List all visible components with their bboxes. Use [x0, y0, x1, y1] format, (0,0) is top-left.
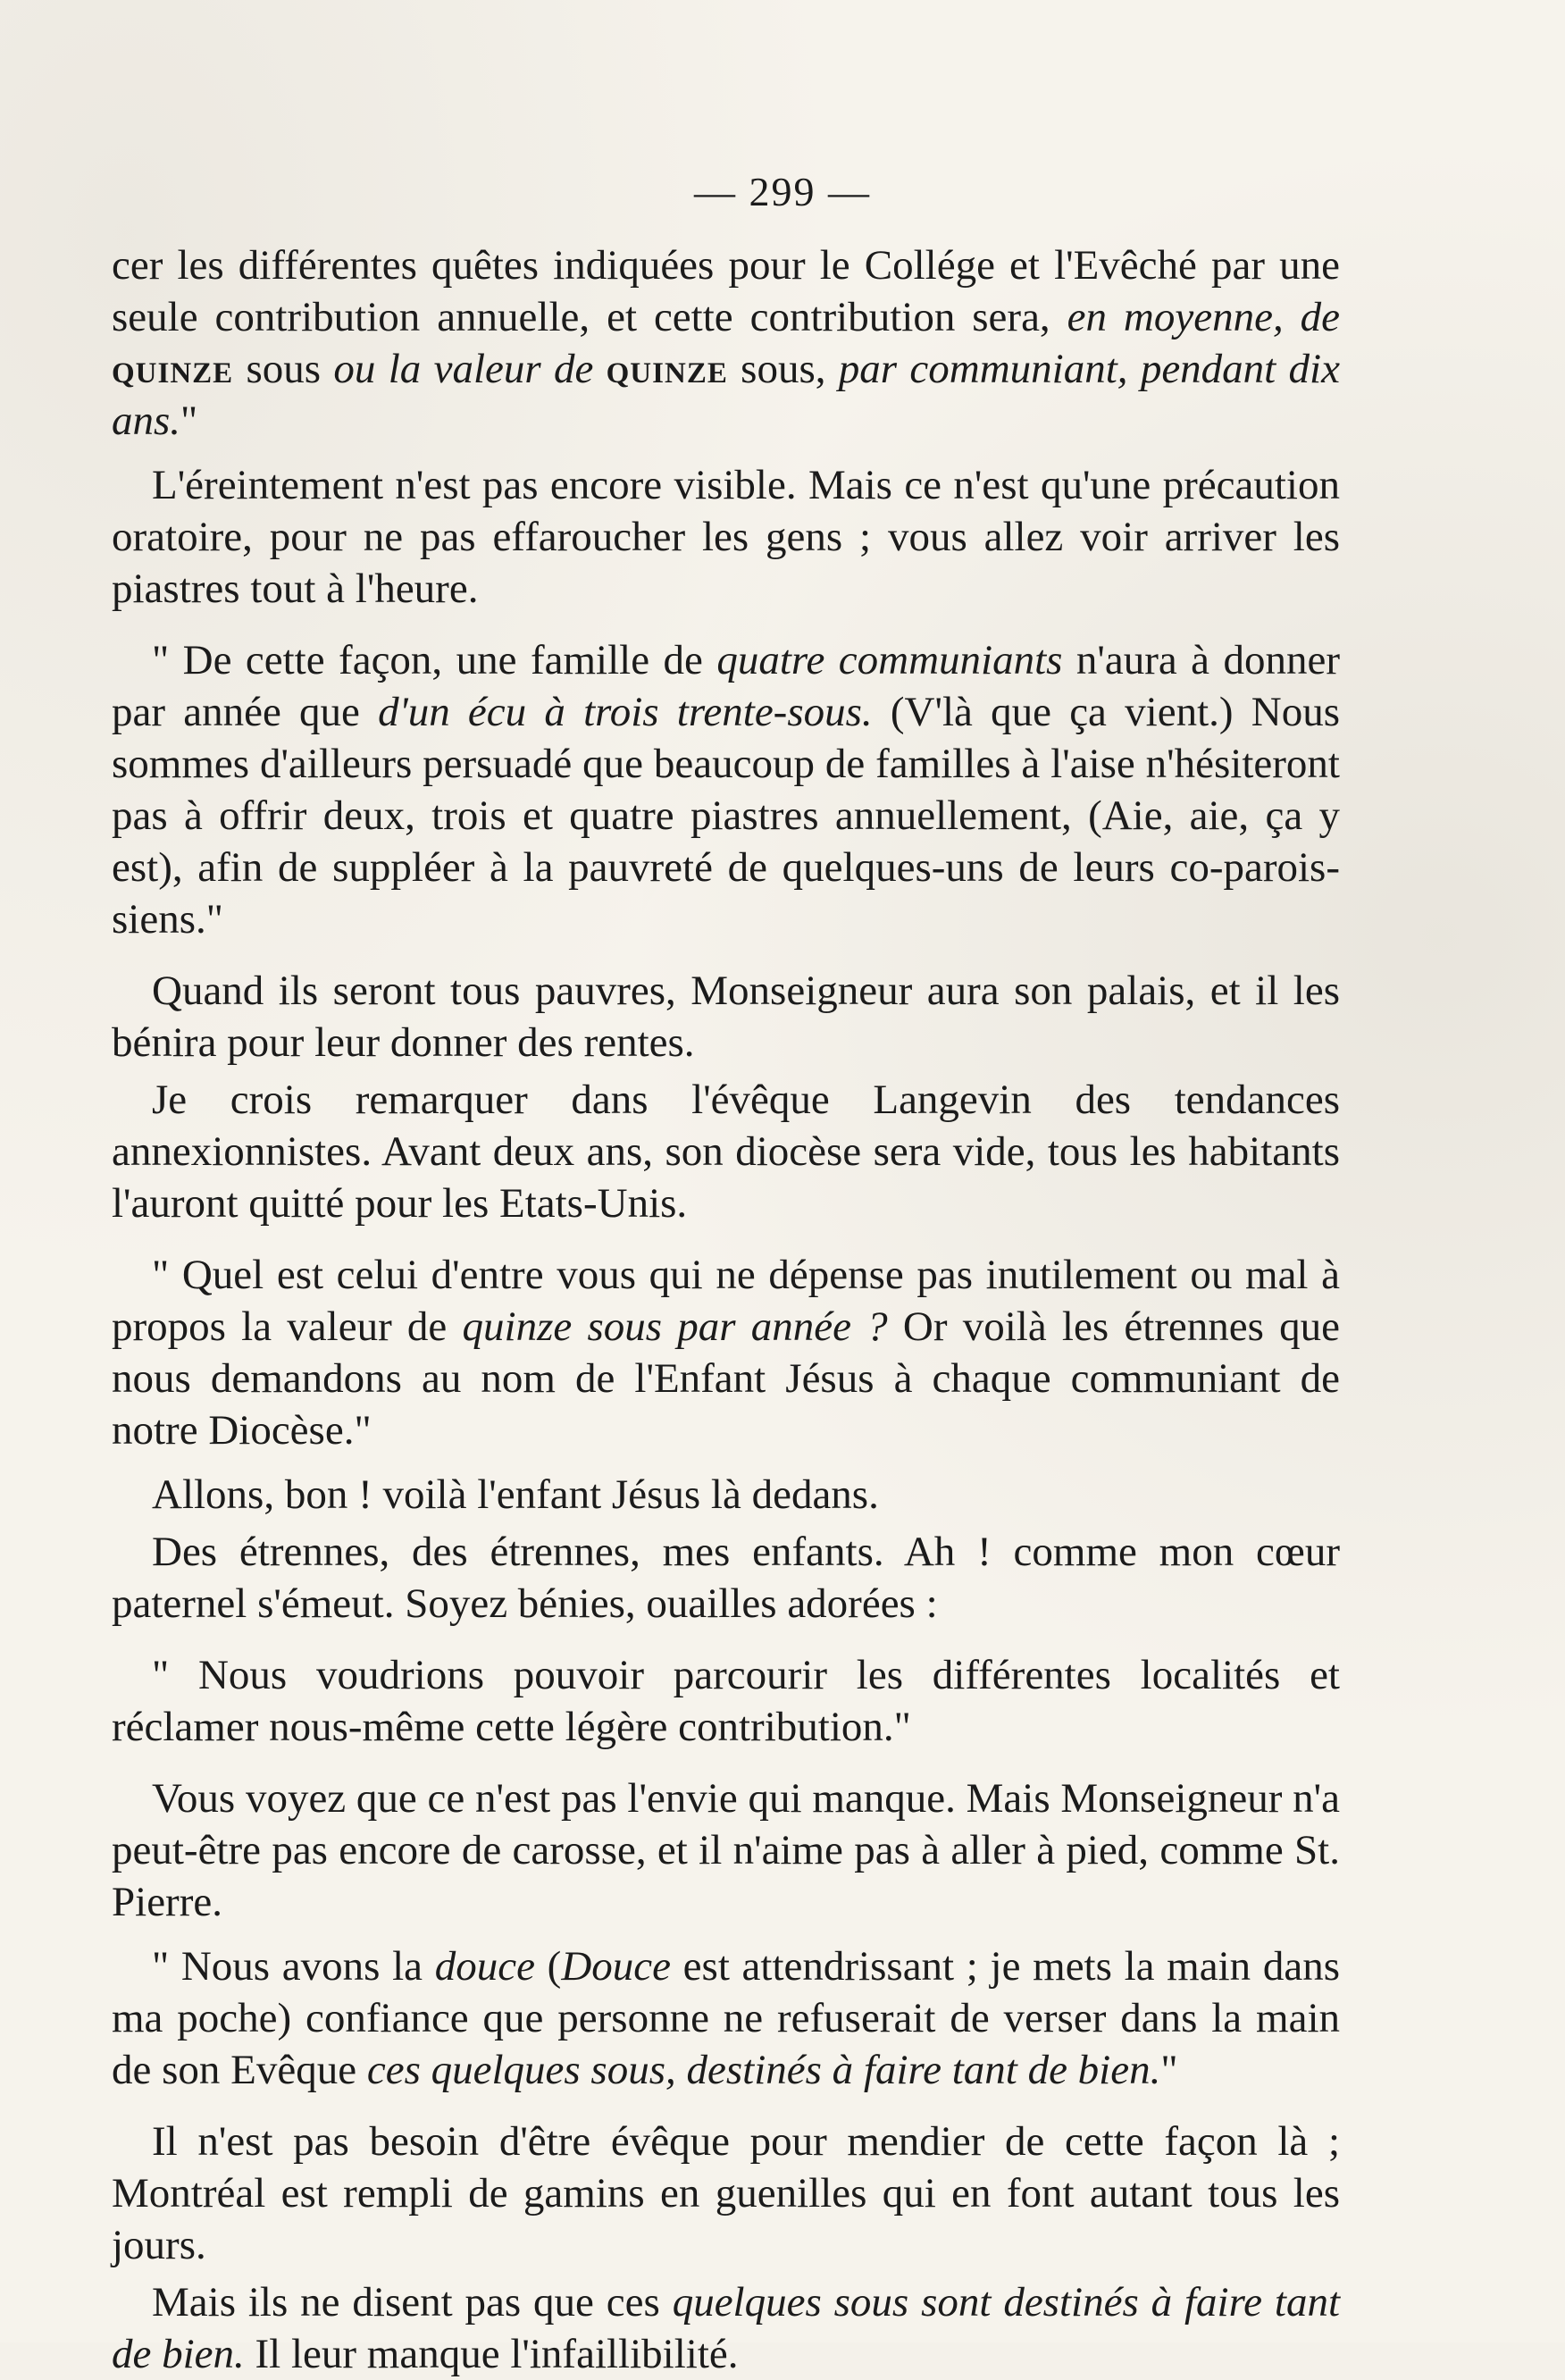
text-run: Il n'est pas besoin d'être évêque pour mendier de cette façon là ; Montréal est rempli de gamins en guenilles qui en font autant tous les jours. — [112, 2118, 1340, 2268]
text-run: Des étrennes, des étrennes, mes enfants. Ah ! comme mon cœur paternel s'émeut. Soyez bénies, ouailles adorées : — [112, 1529, 1340, 1627]
text-run: Allons, bon ! voilà l'enfant Jésus là dedans. — [152, 1471, 879, 1518]
page-number: — 299 — — [694, 169, 871, 214]
small-caps-text: quinze — [606, 346, 728, 392]
text-run: (V'là que ça vient.) Nous sommes d'ailleurs persuadé que beaucoup de familles à l'aise n'hésiteront pas à offrir deux, trois et quatre piastres annuellement, (Aie, aie, ça y est), afin de suppléer à la pauvreté de quelques-uns de leurs co-paroissiens." — [112, 689, 1340, 943]
italic-text: quelques sous sont destinés à faire tant de bien. — [112, 2279, 1340, 2377]
text-run: Mais ils ne disent pas que ces — [152, 2279, 673, 2326]
body-text — [112, 239, 1340, 2380]
paragraph — [112, 2116, 1340, 2271]
text-run: Je crois remarquer dans l'évêque Langevin des tendances annexionnistes. Avant deux ans, son diocèse sera vide, tous les habitants l'auront quitté pour les Etats-Unis. — [112, 1077, 1340, 1227]
italic-text: par communiant, pendant dix ans. — [112, 346, 1340, 444]
italic-text: ou la valeur de — [333, 346, 594, 392]
italic-text: quatre communiants — [716, 637, 1063, 683]
text-run: " Quel est celui d'entre vous qui ne dépense pas inutilement ou mal à propos la valeur de — [112, 1252, 1340, 1350]
paragraph — [112, 459, 1340, 615]
paragraph — [112, 1772, 1340, 1928]
text-run: sous — [233, 346, 334, 392]
text-run: Il leur manque l'infaillibilité. — [244, 2331, 739, 2377]
italic-text: en moyenne, de — [1067, 294, 1340, 340]
paragraph — [112, 1649, 1340, 1753]
text-run: ( — [534, 1943, 562, 1990]
italic-text: douce — [434, 1943, 535, 1990]
italic-text: quinze sous par année ? — [462, 1303, 888, 1350]
paragraph — [112, 1940, 1340, 2096]
text-run: " — [180, 398, 198, 444]
paragraph — [112, 634, 1340, 945]
italic-text: Douce — [561, 1943, 671, 1990]
text-run: L'éreintement n'est pas encore visible. Mais ce n'est qu'une précaution oratoire, pour ne pas effaroucher les gens ; vous allez voir arriver les piastres tout à l'heure. — [112, 462, 1340, 612]
text-run: " De cette façon, une famille de — [152, 637, 717, 683]
small-caps-text: quinze — [112, 346, 234, 392]
paragraph — [112, 2276, 1340, 2380]
text-run: " — [1160, 2047, 1178, 2093]
paragraph — [112, 1526, 1340, 1630]
text-run: est attendrissant ; je mets la main dans ma poche) confiance que personne ne refuserait de verser dans la main de son Evêque — [112, 1943, 1340, 2093]
paragraph — [112, 1249, 1340, 1456]
text-run: Or voilà les étrennes que nous demandons au nom de l'Enfant Jésus à chaque communiant de notre Diocèse." — [112, 1303, 1340, 1454]
text-run: Vous voyez que ce n'est pas l'envie qui manque. Mais Monseigneur n'a peut-être pas encore de carosse, et il n'aime pas à aller à pied, comme St. Pierre. — [112, 1775, 1340, 1925]
paragraph — [112, 965, 1340, 1068]
text-run: sous, — [727, 346, 839, 392]
text-run — [593, 346, 606, 392]
italic-text: d'un écu à trois trente-sous. — [378, 689, 873, 735]
text-run: Quand ils seront tous pauvres, Monseigneur aura son palais, et il les bénira pour leur donner des rentes. — [112, 968, 1340, 1066]
paragraph — [112, 239, 1340, 447]
italic-text: ces quelques sous, destinés à faire tant de bien. — [366, 2047, 1161, 2093]
text-run: " Nous voudrions pouvoir parcourir les différentes localités et réclamer nous-même cette légère contribution." — [112, 1652, 1340, 1750]
text-run: n'aura à donner par année que — [112, 637, 1341, 735]
text-run: cer les différentes quêtes indiquées pour le Collége et l'Evêché par une seule contribution annuelle, et cette contribution sera, — [112, 242, 1340, 340]
text-run: " Nous avons la — [152, 1943, 435, 1990]
paragraph — [112, 1469, 1340, 1521]
paragraph — [112, 1074, 1340, 1229]
